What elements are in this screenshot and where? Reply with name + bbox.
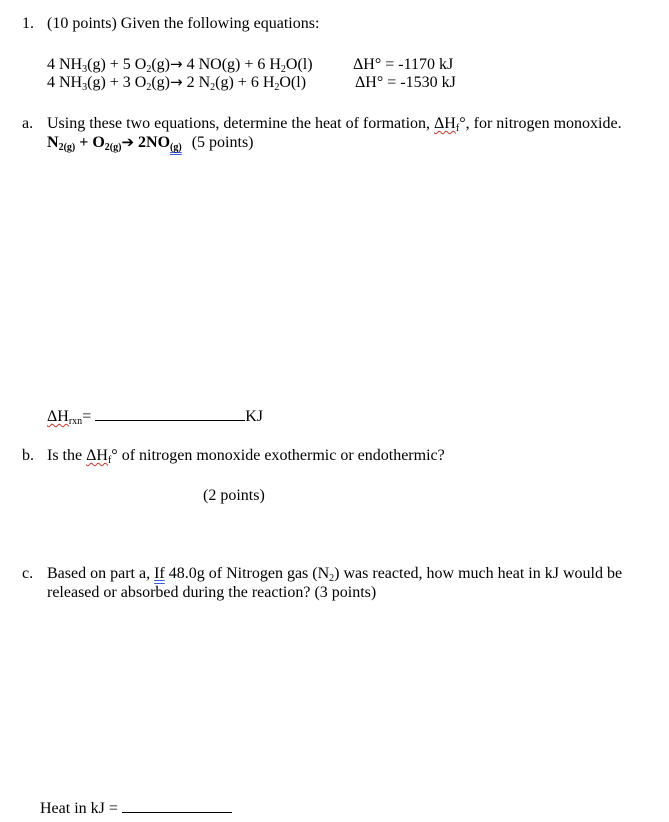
equation-2: 4 $NH_3(g) + 3$ $O_2(g)\to 2$ $N_2(g) + 6$ $H_2O(l)$ (47, 73, 307, 93)
part-c-question-line-1: Based on part a, If 48.0g of Nitrogen gas $(N_2)$ was reacted, how much heat in kJ would be (47, 565, 623, 584)
equation-1: 4 $NH_3(g) + 5$ $O_2(g)\to 4$ NO(g) + 6 $H_2O(l)$ (47, 55, 313, 75)
reaction-arrow-icon: → (170, 55, 183, 73)
bold-arrow-icon: ➔ (121, 133, 135, 151)
part-a-answer-line: $\Delta H_{rxn}=$ KJ (47, 408, 263, 427)
part-a-question: Using these two equations, determine the heat of formation, $\Delta H_f^\circ$, for nitrogen monoxide. (47, 115, 622, 134)
part-c-answer-line: Heat in kJ = (40, 798, 232, 818)
part-a-reaction: $N_{2(g)}$ + $O_{2(g)}➔$ $2NO_{(g)}$ (5 points) (47, 133, 254, 153)
answer-blank[interactable] (122, 798, 232, 813)
delta-h-rxn-symbol: $\Delta H_{rxn}$ (47, 408, 83, 427)
part-b-letter: b. (22, 447, 34, 464)
question-number: 1. (22, 15, 34, 32)
delta-h-f-symbol: $\Delta H_f$ (86, 447, 112, 466)
question-title: (10 points) Given the following equations: (47, 15, 320, 32)
part-c-question-line-2: released or absorbed during the reaction? (3 points) (47, 584, 377, 601)
part-c-letter: c. (22, 565, 34, 582)
equation-1-enthalpy: ΔH° = -1170 kJ (353, 56, 454, 73)
part-a-letter: a. (22, 115, 34, 132)
equation-2-enthalpy: ΔH° = -1530 kJ (355, 74, 456, 91)
delta-h-f-symbol: $\Delta H_f$ (434, 115, 460, 134)
part-b-points: (2 points) (203, 487, 265, 504)
answer-blank[interactable] (95, 406, 245, 421)
reaction-arrow-icon: → (170, 73, 183, 91)
part-b-question: Is the $\Delta H_f^\circ$ of nitrogen monoxide exothermic or endothermic? (47, 447, 445, 466)
